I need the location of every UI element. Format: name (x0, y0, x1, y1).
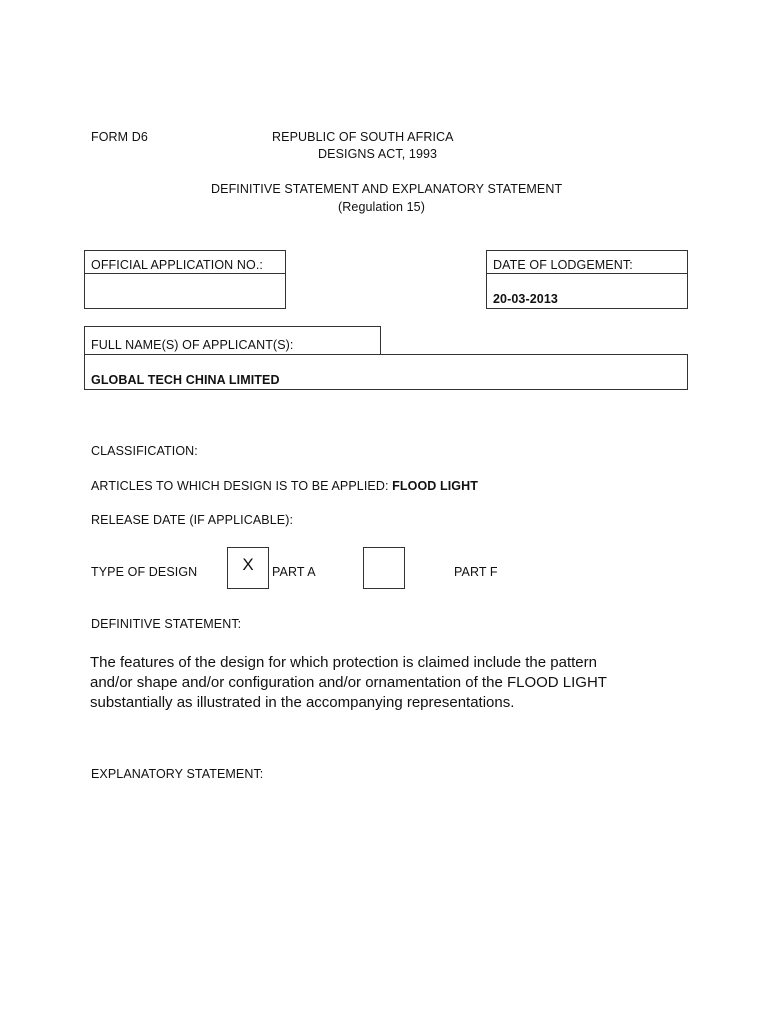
document-title: DEFINITIVE STATEMENT AND EXPLANATORY STATEMENT (211, 182, 563, 196)
date-label: DATE OF LODGEMENT: (493, 258, 633, 272)
act-title: DESIGNS ACT, 1993 (318, 147, 438, 161)
official-app-value-cell[interactable] (84, 273, 286, 309)
definitive-line-3: substantially as illustrated in the accompanying representations. (90, 694, 515, 711)
country-title: REPUBLIC OF SOUTH AFRICA (272, 130, 454, 144)
articles-value: FLOOD LIGHT (392, 479, 478, 493)
part-f-checkbox[interactable] (363, 547, 405, 589)
applicant-label: FULL NAME(S) OF APPLICANT(S): (91, 338, 294, 352)
regulation-note: (Regulation 15) (338, 200, 425, 214)
definitive-line-2: and/or shape and/or configuration and/or ornamentation of the FLOOD LIGHT (90, 674, 607, 691)
date-value: 20-03-2013 (493, 292, 558, 306)
part-a-label: PART A (272, 565, 316, 579)
definitive-line-1: The features of the design for which protection is claimed include the pattern (90, 654, 597, 671)
classification-label: CLASSIFICATION: (91, 444, 198, 458)
definitive-statement-label: DEFINITIVE STATEMENT: (91, 617, 242, 631)
part-a-checkbox[interactable]: X (227, 547, 269, 589)
articles-row (91, 479, 478, 493)
articles-label: ARTICLES TO WHICH DESIGN IS TO BE APPLIED: (91, 479, 389, 493)
part-f-label: PART F (454, 565, 498, 579)
release-date-label: RELEASE DATE (IF APPLICABLE): (91, 513, 294, 527)
official-app-label: OFFICIAL APPLICATION NO.: (91, 258, 263, 272)
design-type-label: TYPE OF DESIGN (91, 565, 198, 579)
applicant-value: GLOBAL TECH CHINA LIMITED (91, 373, 280, 387)
form-number: FORM D6 (91, 130, 148, 144)
explanatory-statement-label: EXPLANATORY STATEMENT: (91, 767, 264, 781)
